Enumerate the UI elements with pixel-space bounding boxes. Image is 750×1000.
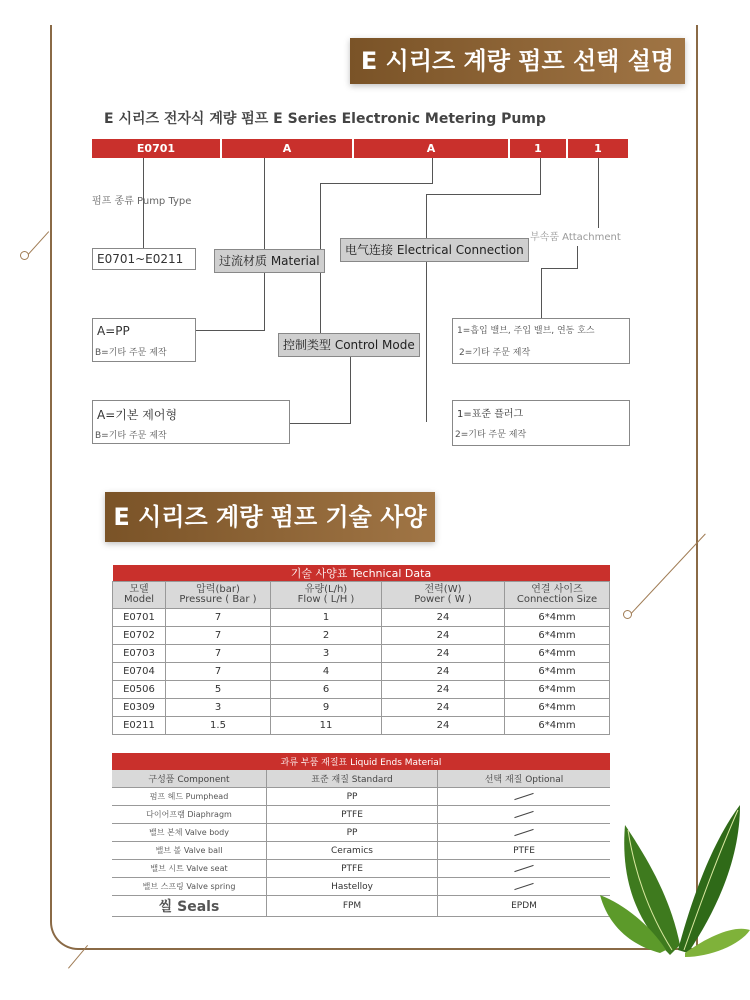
code-segment-1: E0701	[92, 139, 220, 158]
table-cell: 씰 Seals	[112, 896, 267, 917]
connector-line	[350, 355, 351, 423]
table-cell: 24	[382, 699, 505, 717]
connector-line	[598, 158, 599, 228]
connector-line	[264, 272, 265, 330]
code-segment-5: 1	[568, 139, 628, 158]
slash-mark	[514, 882, 533, 889]
material-options-box	[92, 318, 196, 362]
table-cell: 밸브 볼 Valve ball	[112, 842, 267, 860]
table-cell: PTFE	[267, 860, 438, 878]
material-label: 过流材质 Material	[214, 249, 325, 273]
palm-leaf-decoration	[600, 785, 750, 965]
header-cell: 모델 Model	[113, 582, 166, 609]
not-available-slash	[438, 878, 611, 896]
header-cell: 표준 재질 Standard	[267, 770, 438, 788]
table-cell: 7	[166, 663, 271, 681]
control-b: B=기타 주문 제작	[95, 431, 167, 441]
table-cell: 밸브 시트 Valve seat	[112, 860, 267, 878]
table-cell: 6*4mm	[505, 645, 610, 663]
table-cell: EPDM	[438, 896, 611, 917]
table-row	[113, 627, 610, 645]
table-cell: 다이어프램 Diaphragm	[112, 806, 267, 824]
table-row	[113, 645, 610, 663]
table-row	[112, 860, 610, 878]
table-cell: 24	[382, 717, 505, 735]
connector-line	[577, 246, 578, 268]
control-a: A=기본 제어형	[97, 408, 178, 422]
slash-mark	[514, 792, 533, 799]
attachment-label: 부속품 Attachment	[530, 232, 621, 243]
table-cell: 24	[382, 609, 505, 627]
table-cell: 3	[271, 645, 382, 663]
table-row	[113, 717, 610, 735]
table-cell: 6*4mm	[505, 699, 610, 717]
table-cell: PP	[267, 788, 438, 806]
connector-line	[195, 330, 265, 331]
table-cell: 2	[271, 627, 382, 645]
table-cell: 9	[271, 699, 382, 717]
table-cell: 24	[382, 627, 505, 645]
selection-banner: E 시리즈 계량 펌프 선택 설명	[350, 38, 685, 84]
table-row	[112, 878, 610, 896]
not-available-slash	[438, 860, 611, 878]
table-cell: 6*4mm	[505, 609, 610, 627]
table-row	[112, 842, 610, 860]
connector-line	[320, 183, 433, 184]
table-cell: 7	[166, 645, 271, 663]
table-cell: 6*4mm	[505, 681, 610, 699]
table-cell: Hastelloy	[267, 878, 438, 896]
table-row	[112, 806, 610, 824]
table-cell: 4	[271, 663, 382, 681]
technical-data-table	[112, 565, 610, 735]
header-cell: 연결 사이즈 Connection Size	[505, 582, 610, 609]
not-available-slash	[438, 806, 611, 824]
connector-line	[426, 262, 427, 422]
connector-line	[426, 194, 427, 238]
table-cell: 7	[166, 627, 271, 645]
table-cell: 5	[166, 681, 271, 699]
table-cell: 6*4mm	[505, 717, 610, 735]
deco-dot-left	[20, 251, 29, 260]
connector-line	[264, 158, 265, 258]
table-cell: 6*4mm	[505, 663, 610, 681]
table-cell: 6	[271, 681, 382, 699]
table-cell: 1.5	[166, 717, 271, 735]
code-segment-3: A	[354, 139, 508, 158]
control-options-box	[92, 400, 290, 444]
control-label: 控制类型 Control Mode	[278, 333, 420, 357]
table-cell: PTFE	[267, 806, 438, 824]
connector-line	[432, 158, 433, 183]
not-available-slash	[438, 788, 611, 806]
material-table-header	[112, 770, 610, 788]
header-cell: 압력(bar) Pressure ( Bar )	[166, 582, 271, 609]
header-cell: 전력(W) Power ( W )	[382, 582, 505, 609]
table-cell: 24	[382, 663, 505, 681]
table-cell: PP	[267, 824, 438, 842]
table-cell: E0506	[113, 681, 166, 699]
header-cell: 유량(L/h) Flow ( L/H )	[271, 582, 382, 609]
header-cell: 구성품 Component	[112, 770, 267, 788]
material-a: A=PP	[97, 324, 130, 338]
slash-mark	[514, 864, 533, 871]
electric-options-box	[452, 400, 630, 446]
table-cell: Ceramics	[267, 842, 438, 860]
material-b: B=기타 주문 제작	[95, 348, 167, 358]
connector-line	[540, 158, 541, 194]
material-table-caption: 과류 부품 재질표 Liquid Ends Material	[112, 753, 610, 770]
attachment-options-box	[452, 318, 630, 364]
table-row	[113, 663, 610, 681]
liquid-ends-material-table	[112, 753, 610, 917]
table-cell: 6*4mm	[505, 627, 610, 645]
spec-banner: E 시리즈 계량 펌프 기술 사양	[105, 492, 435, 542]
diagram-subtitle: E 시리즈 전자식 계량 펌프 E Series Electronic Metering Pump	[104, 111, 546, 127]
attachment-2: 2=기타 주문 제작	[459, 348, 531, 358]
table-row	[112, 788, 610, 806]
table-row	[112, 824, 610, 842]
table-cell: 7	[166, 609, 271, 627]
slash-mark	[514, 810, 533, 817]
electric-2: 2=기타 주문 제작	[455, 430, 527, 440]
table-cell: E0702	[113, 627, 166, 645]
table-cell: 1	[271, 609, 382, 627]
electric-label: 电气连接 Electrical Connection	[340, 238, 529, 262]
table-cell: E0309	[113, 699, 166, 717]
tech-table-caption: 기술 사양표 Technical Data	[113, 565, 610, 582]
slash-mark	[514, 828, 533, 835]
table-cell: E0704	[113, 663, 166, 681]
table-row	[113, 681, 610, 699]
table-cell: 밸브 본체 Valve body	[112, 824, 267, 842]
table-cell: E0701	[113, 609, 166, 627]
table-cell: 24	[382, 645, 505, 663]
table-cell: 밸브 스프링 Valve spring	[112, 878, 267, 896]
table-row	[113, 609, 610, 627]
connector-line	[541, 268, 542, 320]
deco-dot-right	[623, 610, 632, 619]
pump-range-box	[92, 248, 196, 270]
table-cell: FPM	[267, 896, 438, 917]
table-row	[112, 896, 610, 917]
not-available-slash	[438, 824, 611, 842]
table-cell: PTFE	[438, 842, 611, 860]
pump-type-label: 펌프 종류 Pump Type	[92, 196, 192, 207]
table-cell: 24	[382, 681, 505, 699]
table-row	[113, 699, 610, 717]
pump-range: E0701~E0211	[97, 252, 184, 266]
table-cell: 3	[166, 699, 271, 717]
table-cell: 펌프 헤드 Pumphead	[112, 788, 267, 806]
code-segment-4: 1	[510, 139, 566, 158]
table-cell: E0703	[113, 645, 166, 663]
deco-line-left	[27, 231, 49, 255]
attachment-1: 1=흡입 밸브, 주입 밸브, 연동 호스	[457, 326, 595, 336]
connector-line	[290, 423, 351, 424]
code-segment-2: A	[222, 139, 352, 158]
table-cell: E0211	[113, 717, 166, 735]
table-cell: 11	[271, 717, 382, 735]
tech-table-header	[113, 582, 610, 609]
connector-line	[426, 194, 541, 195]
electric-1: 1=표준 플러그	[457, 409, 524, 420]
header-cell: 선택 재질 Optional	[438, 770, 611, 788]
connector-line	[541, 268, 578, 269]
